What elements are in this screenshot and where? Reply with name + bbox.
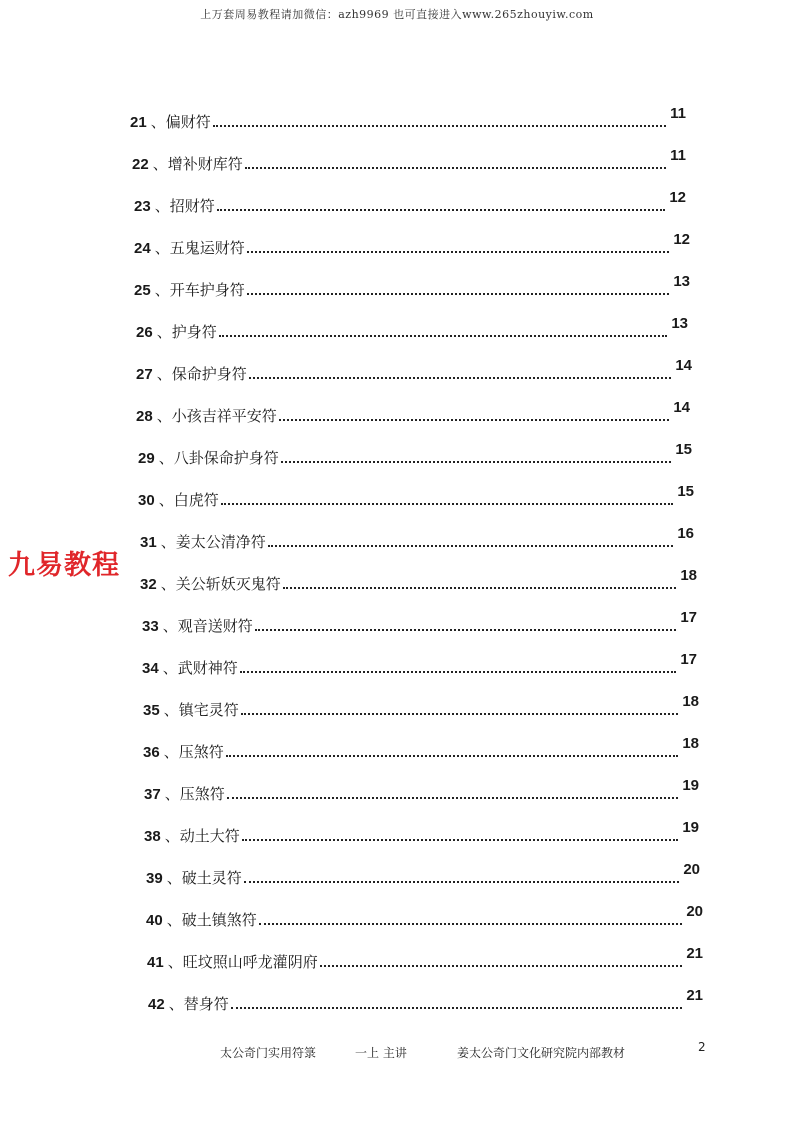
toc-entry[interactable] (134, 231, 690, 258)
toc-entry-separator: 、 (162, 617, 178, 635)
toc-entry[interactable] (138, 441, 692, 468)
toc-entry-number: 40 (146, 912, 163, 929)
toc-entry-label (147, 951, 318, 972)
toc-entry-page: 12 (673, 231, 690, 248)
toc-entry-title: 招财符 (169, 197, 215, 215)
footer-book-title: 太公奇门实用符箓 (220, 1046, 317, 1060)
toc-entry-label (144, 825, 240, 846)
toc-entry-separator: 、 (164, 785, 180, 803)
toc-entry-number: 39 (146, 870, 163, 887)
toc-entry[interactable] (140, 567, 697, 594)
toc-entry-number: 30 (138, 492, 155, 509)
toc-entry[interactable] (134, 189, 686, 216)
toc-entry[interactable] (148, 987, 703, 1014)
header-note: 上万套周易教程请加微信：azh9969 也可直接进入www.265zhouyiw.com (200, 8, 594, 21)
toc-entry-page: 14 (675, 357, 692, 374)
toc-entry[interactable] (142, 651, 697, 678)
toc-entry-title: 观音送财符 (177, 617, 253, 635)
toc-entry-page: 19 (682, 777, 699, 794)
toc-leader-dots (219, 334, 668, 337)
toc-entry-page: 13 (671, 315, 688, 332)
toc-entry-title: 开车护身符 (169, 281, 245, 299)
toc-entry-label (134, 279, 245, 300)
toc-entry-separator: 、 (152, 155, 168, 173)
toc-entry-separator: 、 (158, 491, 174, 509)
toc-entry-separator: 、 (166, 911, 182, 929)
toc-entry-title: 白虎符 (173, 491, 219, 509)
toc-entry-separator: 、 (156, 323, 172, 341)
toc-entry-title: 偏财符 (165, 113, 211, 131)
toc-entry[interactable] (140, 525, 694, 552)
toc-entry-title: 增补财库符 (167, 155, 243, 173)
toc-entry-label (144, 783, 225, 804)
toc-entry-page: 21 (686, 987, 703, 1004)
toc-leader-dots (283, 586, 677, 589)
toc-entry-label (148, 993, 229, 1014)
toc-entry-number: 42 (148, 996, 165, 1013)
toc-leader-dots (279, 418, 670, 421)
toc-entry-title: 动土大符 (179, 827, 240, 845)
toc-entry-separator: 、 (154, 281, 170, 299)
toc-leader-dots (221, 502, 674, 505)
toc-entry-title: 关公斩妖灭鬼符 (175, 575, 281, 593)
toc-entry-number: 32 (140, 576, 157, 593)
toc-entry-number: 29 (138, 450, 155, 467)
toc-entry[interactable] (130, 105, 686, 132)
toc-leader-dots (231, 1006, 683, 1009)
toc-entry-label (140, 531, 266, 552)
toc-entry-number: 22 (132, 156, 149, 173)
toc-entry-label (136, 363, 247, 384)
toc-entry-title: 压煞符 (178, 743, 224, 761)
toc-entry-page: 18 (680, 567, 697, 584)
footer-institute: 姜太公奇门文化研究院内部教材 (457, 1046, 626, 1060)
toc-leader-dots (217, 208, 666, 211)
toc-entry-title: 八卦保命护身符 (173, 449, 279, 467)
toc-entry-separator: 、 (167, 953, 183, 971)
toc-entry-page: 11 (670, 147, 686, 164)
toc-entry-label (143, 699, 239, 720)
toc-entry-page: 15 (677, 483, 694, 500)
toc-entry-page: 12 (669, 189, 686, 206)
toc-entry-number: 23 (134, 198, 151, 215)
toc-entry[interactable] (136, 399, 690, 426)
toc-entry[interactable] (132, 147, 686, 174)
toc-leader-dots (227, 796, 679, 799)
toc-entry[interactable] (134, 273, 690, 300)
toc-entry-page: 21 (686, 945, 703, 962)
toc-entry-title: 保命护身符 (171, 365, 247, 383)
toc-entry[interactable] (143, 693, 699, 720)
toc-entry-number: 24 (134, 240, 151, 257)
toc-entry-number: 41 (147, 954, 164, 971)
toc-leader-dots (320, 964, 683, 967)
toc-entry[interactable] (144, 777, 699, 804)
toc-entry-title: 武财神符 (177, 659, 238, 677)
toc-entry-separator: 、 (150, 113, 166, 131)
toc-entry-number: 28 (136, 408, 153, 425)
toc-entry-title: 破土灵符 (181, 869, 242, 887)
toc-entry-label (138, 447, 279, 468)
toc-entry-number: 27 (136, 366, 153, 383)
toc-entry-page: 19 (682, 819, 699, 836)
toc-leader-dots (249, 376, 672, 379)
toc-leader-dots (242, 838, 679, 841)
footer-author: 一上 主讲 (355, 1046, 407, 1060)
toc-entry-title: 压煞符 (179, 785, 225, 803)
toc-entry-separator: 、 (166, 869, 182, 887)
toc-entry[interactable] (142, 609, 697, 636)
toc-entry-label (136, 405, 277, 426)
toc-entry-label (143, 741, 224, 762)
toc-entry-title: 护身符 (171, 323, 217, 341)
toc-entry-page: 15 (675, 441, 692, 458)
toc-entry-separator: 、 (160, 533, 176, 551)
toc-entry-number: 31 (140, 534, 157, 551)
toc-leader-dots (244, 880, 680, 883)
toc-leader-dots (247, 250, 670, 253)
toc-entry-label (142, 615, 253, 636)
toc-leader-dots (213, 124, 666, 127)
toc-entry-title: 姜太公清净符 (175, 533, 266, 551)
toc-entry-separator: 、 (158, 449, 174, 467)
toc-entry-page: 17 (680, 651, 697, 668)
toc-entry-page: 20 (683, 861, 700, 878)
toc-entry-separator: 、 (168, 995, 184, 1013)
toc-entry-separator: 、 (160, 575, 176, 593)
toc-entry[interactable] (138, 483, 694, 510)
toc-entry-number: 37 (144, 786, 161, 803)
toc-entry-separator: 、 (154, 197, 170, 215)
toc-leader-dots (240, 670, 677, 673)
toc-entry-page: 14 (673, 399, 690, 416)
toc-entry-page: 11 (670, 105, 686, 122)
toc-entry[interactable] (144, 819, 699, 846)
toc-entry-title: 替身符 (183, 995, 229, 1013)
toc-entry-page: 18 (682, 693, 699, 710)
toc-entry-separator: 、 (163, 701, 179, 719)
toc-entry-label (146, 909, 257, 930)
toc-entry-number: 36 (143, 744, 160, 761)
toc-entry-separator: 、 (156, 365, 172, 383)
footer-page-number: 2 (698, 1040, 706, 1054)
toc-entry[interactable] (146, 903, 703, 930)
toc-entry-title: 小孩吉祥平安符 (171, 407, 277, 425)
toc-entry[interactable] (136, 357, 692, 384)
toc-entry-number: 35 (143, 702, 160, 719)
watermark: 九易教程 (8, 550, 120, 581)
toc-entry[interactable] (147, 945, 703, 972)
toc-entry-page: 20 (686, 903, 703, 920)
toc-entry-label (134, 237, 245, 258)
toc-leader-dots (259, 922, 683, 925)
toc-entry[interactable] (143, 735, 699, 762)
toc-entry-page: 18 (682, 735, 699, 752)
toc-entry-label (132, 153, 243, 174)
toc-entry-page: 16 (677, 525, 694, 542)
toc-entry-title: 镇宅灵符 (178, 701, 239, 719)
toc-entry-page: 17 (680, 609, 697, 626)
toc-entry-separator: 、 (163, 743, 179, 761)
toc-entry-label (130, 111, 211, 132)
toc-leader-dots (245, 166, 666, 169)
toc-entry-label (140, 573, 281, 594)
toc-entry-label (146, 867, 242, 888)
toc-leader-dots (226, 754, 679, 757)
toc-entry-number: 26 (136, 324, 153, 341)
toc-entry-number: 25 (134, 282, 151, 299)
toc-entry-number: 38 (144, 828, 161, 845)
toc-entry-number: 21 (130, 114, 147, 131)
toc-leader-dots (255, 628, 677, 631)
toc-entry-number: 34 (142, 660, 159, 677)
toc-leader-dots (247, 292, 670, 295)
toc-entry[interactable] (146, 861, 700, 888)
toc-leader-dots (281, 460, 672, 463)
toc-entry[interactable] (136, 315, 688, 342)
toc-entry-separator: 、 (164, 827, 180, 845)
toc-entry-label (142, 657, 238, 678)
toc-entry-separator: 、 (162, 659, 178, 677)
toc-entry-separator: 、 (156, 407, 172, 425)
toc-leader-dots (268, 544, 674, 547)
toc-leader-dots (241, 712, 679, 715)
toc-entry-number: 33 (142, 618, 159, 635)
toc-entry-title: 破土镇煞符 (181, 911, 257, 929)
toc-entry-separator: 、 (154, 239, 170, 257)
toc-entry-label (134, 195, 215, 216)
toc-entry-label (136, 321, 217, 342)
toc-entry-title: 旺坟照山呼龙灌阴府 (182, 953, 318, 971)
toc-entry-page: 13 (673, 273, 690, 290)
toc-entry-title: 五鬼运财符 (169, 239, 245, 257)
toc-entry-label (138, 489, 219, 510)
